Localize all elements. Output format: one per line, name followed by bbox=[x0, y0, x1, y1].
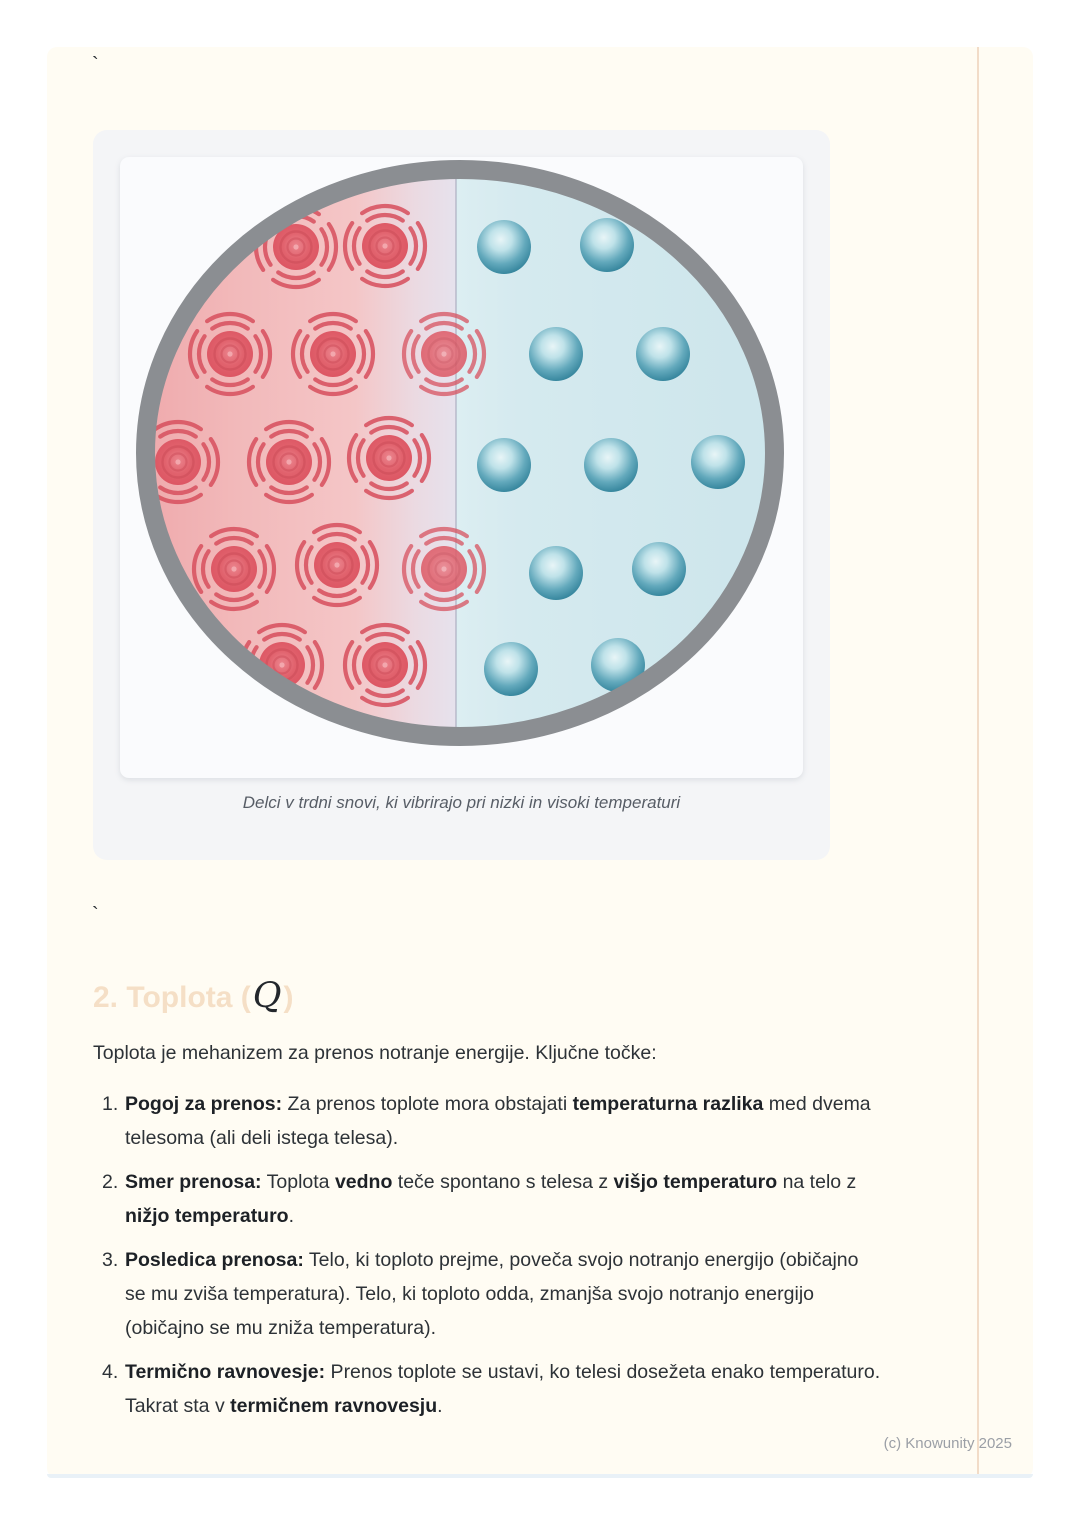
figure-caption: Delci v trdni snovi, ki vibrirajo pri nizki in visoki temperaturi bbox=[242, 793, 681, 812]
document-page bbox=[47, 47, 1033, 1478]
key-points-list bbox=[93, 1087, 883, 1433]
list-item: 4. Termično ravnovesje: Prenos toplote se ustavi, ko telesi dosežeta enako temperaturo. Takrat sta v termičnem ravnovesju. bbox=[93, 1355, 883, 1423]
list-item: 1. Pogoj za prenos: Za prenos toplote mora obstajati temperaturna razlika med dvema telesoma (ali deli istega telesa). bbox=[93, 1087, 883, 1155]
hot-cold-particles-diagram-icon bbox=[120, 157, 803, 778]
list-item-number: 4. bbox=[102, 1361, 119, 1383]
list-item-number: 2. bbox=[102, 1171, 119, 1193]
section-heading bbox=[93, 976, 293, 1018]
stray-backtick-top: ` bbox=[92, 54, 99, 76]
list-item-number: 3. bbox=[102, 1249, 119, 1271]
list-item: 2. Smer prenosa: Toplota vedno teče spontano s telesa z višjo temperaturo na telo z nižjo temperaturo. bbox=[93, 1165, 883, 1233]
bottom-edge-highlight bbox=[47, 1474, 1033, 1478]
heading-prefix: 2. Toplota ( bbox=[93, 981, 251, 1014]
stray-backtick-middle: ` bbox=[92, 904, 99, 926]
intro-paragraph: Toplota je mehanizem za prenos notranje energije. Ključne točke: bbox=[93, 1042, 657, 1064]
heading-suffix: ) bbox=[283, 981, 294, 1014]
figure-inner-card bbox=[120, 157, 803, 778]
footer-credit: (c) Knowunity 2025 bbox=[883, 1435, 1012, 1452]
page-margin-line bbox=[977, 47, 979, 1475]
list-item-number: 1. bbox=[102, 1093, 119, 1115]
figure-card bbox=[93, 130, 830, 860]
list-item: 3. Posledica prenosa: Telo, ki toploto prejme, poveča svojo notranjo energijo (običajno se mu zviša temperatura). Telo, ki toploto odda, zmanjša svojo notranjo energijo (običajno se mu zniža temperatura). bbox=[93, 1243, 883, 1345]
heading-symbol-Q: Q bbox=[252, 976, 282, 1016]
